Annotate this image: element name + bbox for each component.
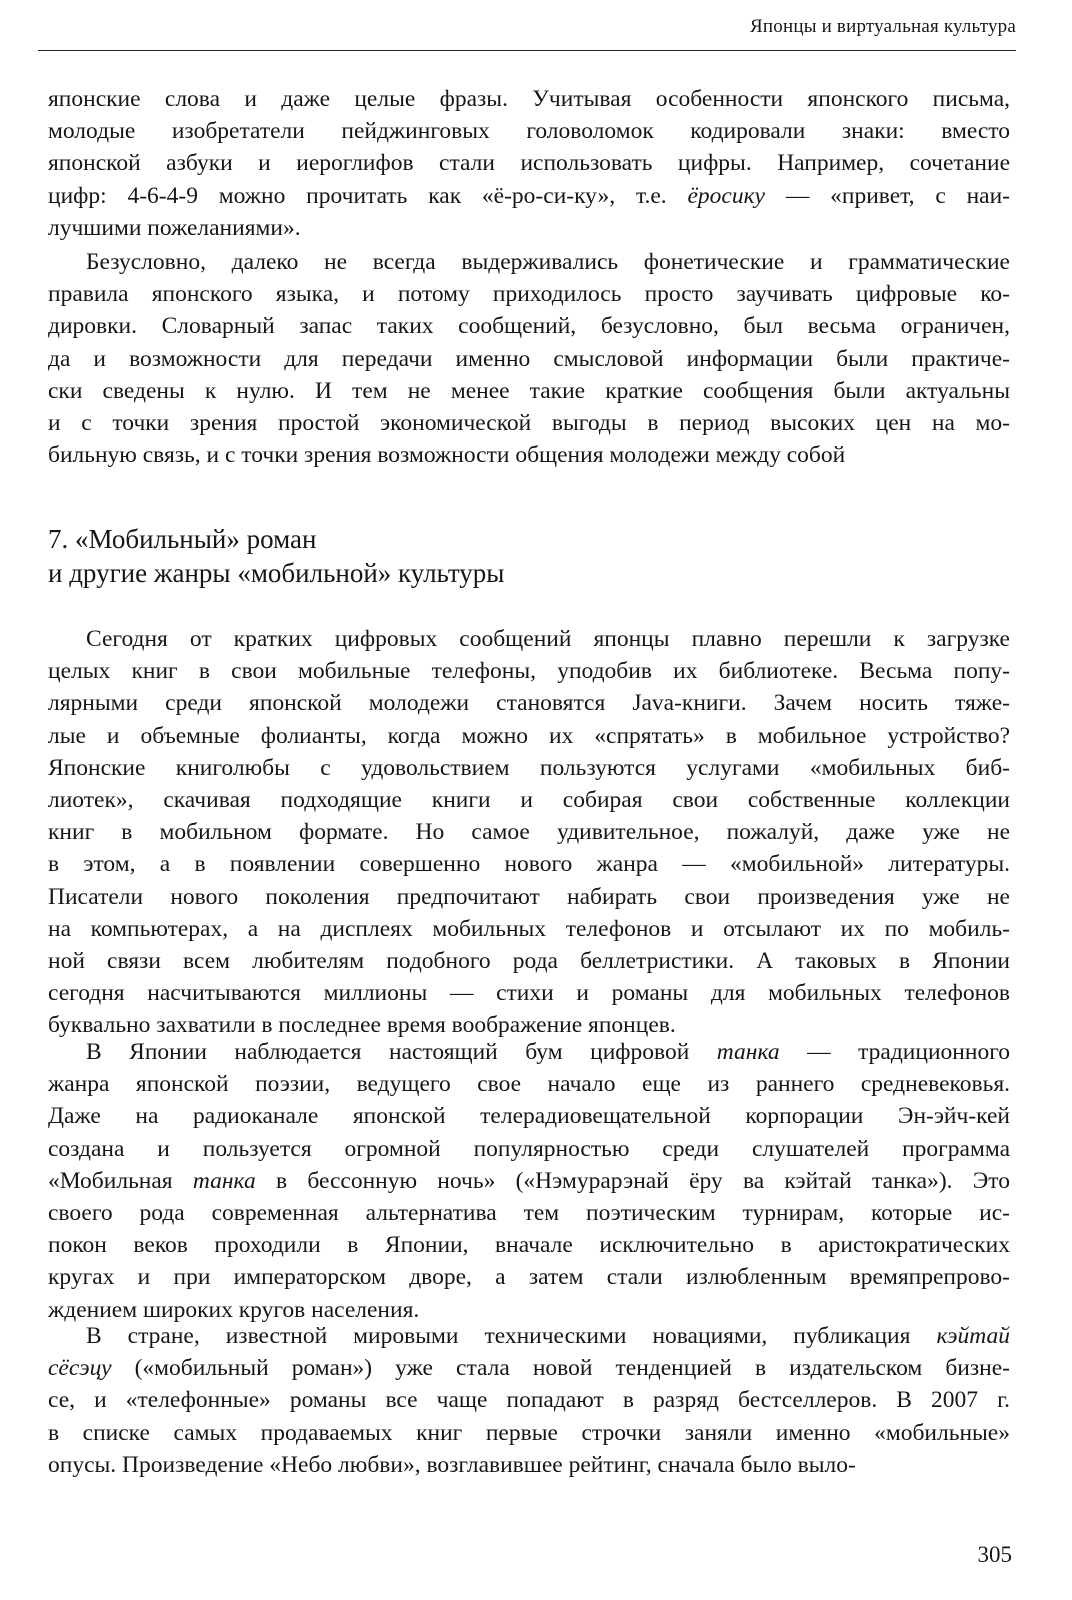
text-fragment: в бессонную ночь» («Нэмурарэнай ёру ва кэйтай танка»). Это: [255, 1167, 1011, 1194]
text-line: Писатели нового поколения предпочитают набирать свои произведения уже не: [48, 883, 1010, 910]
text-line: на компьютерах, а на дисплеях мобильных телефонов и отсылают их по мобиль-: [48, 915, 1010, 942]
text-line: дировки. Словарный запас таких сообщений, безусловно, был весьма ограничен,: [48, 313, 1010, 340]
text-line: [48, 180, 1010, 212]
text-line: [48, 1320, 1010, 1352]
text-line: ной связи всем любителям подобного рода беллетристики. А таковых в Японии: [48, 947, 1010, 974]
text-fragment: В Японии наблюдается настоящий бум цифровой: [86, 1039, 717, 1065]
section-heading-line: 7. «Мобильный» роман: [48, 524, 317, 554]
header-rule: [38, 50, 1016, 51]
page-number: 305: [977, 1542, 1012, 1567]
section-heading-line: и другие жанры «мобильной» культуры: [48, 558, 505, 588]
text-line: [48, 1352, 1010, 1384]
text-line: японской азбуки и иероглифов стали использовать цифры. Например, сочетание: [48, 150, 1010, 177]
text-line: сегодня насчитываются миллионы — стихи и романы для мобильных телефонов: [48, 980, 1010, 1007]
text-fragment: — «привет, с наи-: [765, 182, 1011, 209]
text-fragment: В стране, известной мировыми техническими новациями, публикация: [86, 1323, 937, 1349]
running-head: Японцы и виртуальная культура: [750, 16, 1016, 37]
text-fragment: — традиционного: [779, 1039, 1010, 1065]
text-line: лучшими пожеланиями».: [48, 214, 301, 241]
text-line: Безусловно, далеко не всегда выдерживались фонетические и грамматические: [86, 249, 1010, 275]
section-heading: [48, 522, 504, 590]
text-line: лые и объемные фолианты, когда можно их «спрятать» в мобильное устройство?: [48, 722, 1010, 749]
text-line: жанра японской поэзии, ведущего свое начало еще из раннего средневековья.: [48, 1071, 1010, 1098]
text-fragment: («мобильный роман») уже стала новой тенденцией в издательском бизне-: [111, 1355, 1010, 1382]
paragraph-5: [48, 1320, 1010, 1481]
text-line: японские слова и даже целые фразы. Учитывая особенности японского письма,: [48, 86, 1010, 112]
text-line: в этом, а в появлении совершенно нового жанра — «мобильной» литературы.: [48, 851, 1010, 878]
text-line: [48, 1165, 1010, 1197]
paragraph-4: [48, 1036, 1010, 1326]
text-fragment: цифр: 4-6-4-9 можно прочитать как «ё-ро-си-ку», т.е.: [48, 182, 688, 209]
text-line: бильную связь, и с точки зрения возможности общения молодежи между собой: [48, 442, 846, 469]
text-line: создана и пользуется огромной популярностью среди слушателей программа: [48, 1135, 1010, 1162]
text-line: лиотек», скачивая подходящие книги и собирая свои собственные коллекции: [48, 786, 1010, 813]
paragraph-3: [48, 623, 1010, 1041]
text-line: опусы. Произведение «Небо любви», возглавившее рейтинг, сначала было выло-: [48, 1451, 856, 1478]
text-line: се, и «телефонные» романы все чаще попадают в разряд бестселлеров. В 2007 г.: [48, 1387, 1010, 1414]
text-line: лярными среди японской молодежи становятся Java-книги. Зачем носить тяже-: [48, 690, 1010, 717]
italic-term: танка: [192, 1167, 256, 1194]
text-line: Сегодня от кратких цифровых сообщений японцы плавно перешли к загрузке: [86, 626, 1010, 652]
text-fragment: «Мобильная: [48, 1167, 193, 1194]
text-line: и с точки зрения простой экономической выгоды в период высоких цен на мо-: [48, 409, 1010, 436]
text-line: ски сведены к нулю. И тем не менее такие краткие сообщения были актуальны: [48, 377, 1010, 404]
text-line: своего рода современная альтернатива тем поэтическим турнирам, которые ис-: [48, 1199, 1010, 1226]
text-line: правила японского языка, и потому приходилось просто заучивать цифровые ко-: [48, 281, 1010, 308]
text-line: целых книг в свои мобильные телефоны, уподобив их библиотеке. Весьма попу-: [48, 658, 1010, 685]
italic-term: кэйтай: [936, 1323, 1010, 1349]
paragraph-2: [48, 246, 1010, 471]
text-line: буквально захватили в последнее время воображение японцев.: [48, 1012, 676, 1039]
italic-term: сёсэцу: [48, 1355, 112, 1382]
text-line: Даже на радиоканале японской телерадиовещательной корпорации Эн-эйч-кей: [48, 1103, 1010, 1130]
text-line: в списке самых продаваемых книг первые строчки заняли именно «мобильные»: [48, 1419, 1010, 1446]
text-line: книг в мобильном формате. Но самое удивительное, пожалуй, даже уже не: [48, 819, 1010, 846]
text-line: кругах и при императорском дворе, а затем стали излюбленным времяпрепрово-: [48, 1264, 1010, 1291]
paragraph-1: [48, 83, 1010, 244]
text-line: [48, 1036, 1010, 1068]
italic-term: танка: [716, 1039, 780, 1065]
text-line: да и возможности для передачи именно смысловой информации были практиче-: [48, 345, 1010, 372]
text-line: Японские книголюбы с удовольствием пользуются услугами «мобильных биб-: [48, 754, 1010, 781]
text-line: покон веков проходили в Японии, вначале исключительно в аристократических: [48, 1232, 1010, 1259]
italic-term: ёросику: [687, 182, 765, 209]
text-line: ждением широких кругов населения.: [48, 1296, 420, 1323]
text-line: молодые изобретатели пейджинговых головоломок кодировали знаки: вместо: [48, 118, 1010, 145]
